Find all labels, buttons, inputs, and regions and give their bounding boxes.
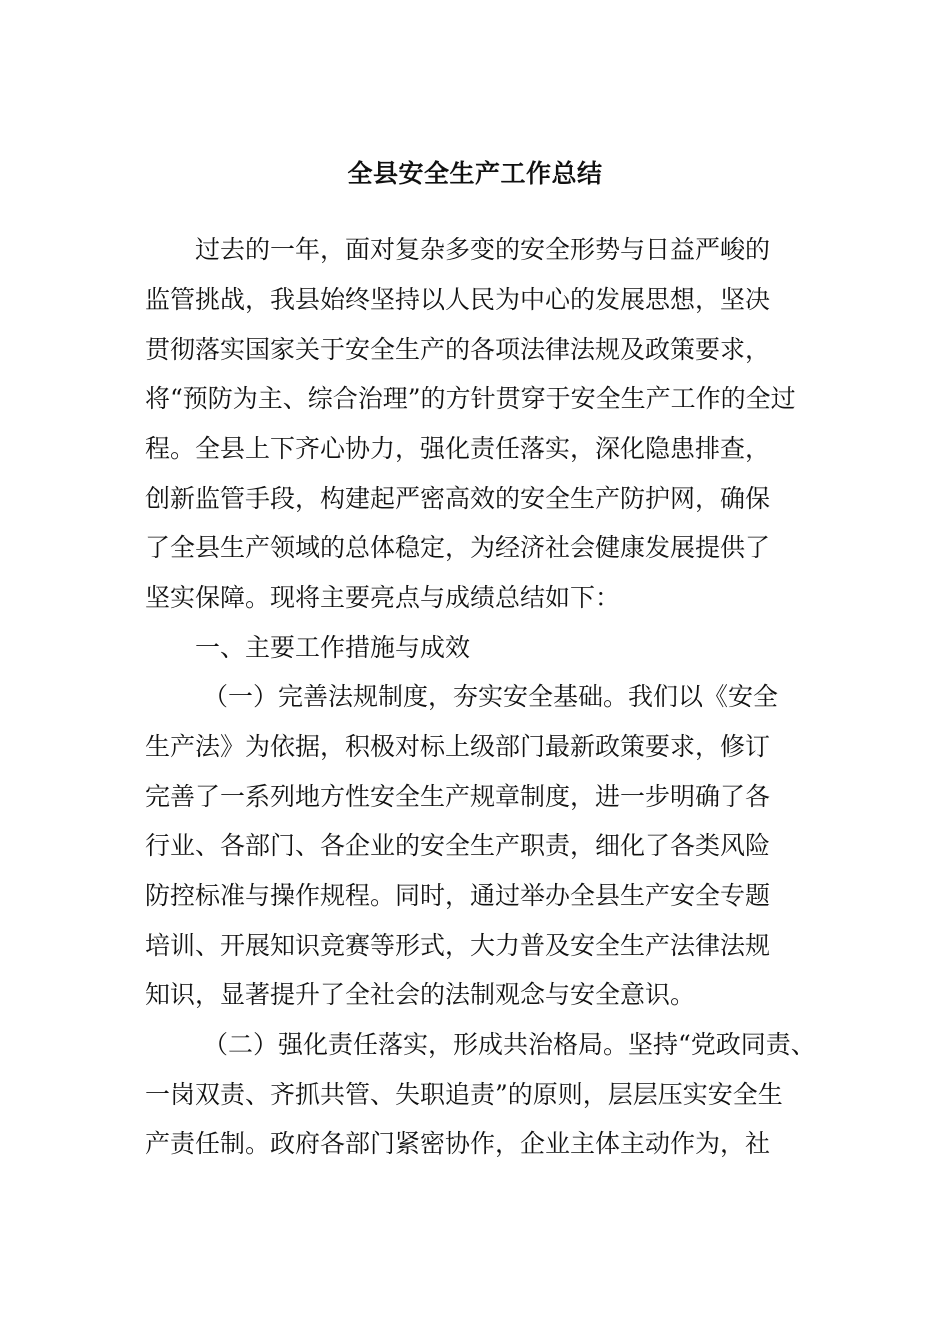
- paragraph-line: 防控标准与操作规程。同时，通过举办全县生产安全专题: [145, 881, 771, 910]
- paragraph-line: （二）强化责任落实，形成共治格局。坚持“党政同责、: [203, 1030, 816, 1059]
- paragraph-line: 监管挑战，我县始终坚持以人民为中心的发展思想，坚决: [145, 285, 771, 314]
- paragraph-line: 创新监管手段，构建起严密高效的安全生产防护网，确保: [145, 484, 771, 513]
- paragraph-line: 培训、开展知识竞赛等形式，大力普及安全生产法律法规: [145, 931, 771, 960]
- paragraph-line: 将“预防为主、综合治理”的方针贯穿于安全生产工作的全过: [145, 384, 796, 413]
- paragraph-line: 完善了一系列地方性安全生产规章制度，进一步明确了各: [145, 782, 771, 811]
- paragraph-line: 行业、各部门、各企业的安全生产职责，细化了各类风险: [145, 831, 771, 860]
- paragraph-line: 贯彻落实国家关于安全生产的各项法律法规及政策要求，: [145, 335, 771, 364]
- section-heading: 一、主要工作措施与成效: [195, 633, 471, 662]
- document-title: 全县安全生产工作总结: [347, 159, 603, 188]
- paragraph-line: 坚实保障。现将主要亮点与成绩总结如下：: [145, 583, 621, 612]
- paragraph-line: 一岗双责、齐抓共管、失职追责”的原则，层层压实安全生: [145, 1080, 783, 1109]
- paragraph-line: 程。全县上下齐心协力，强化责任落实，深化隐患排查，: [145, 434, 771, 463]
- paragraph-line: 生产法》为依据，积极对标上级部门最新政策要求，修订: [145, 732, 771, 761]
- paragraph-line: 过去的一年，面对复杂多变的安全形势与日益严峻的: [195, 235, 771, 264]
- paragraph-line: （一）完善法规制度，夯实安全基础。我们以《安全: [203, 682, 779, 711]
- paragraph-line: 产责任制。政府各部门紧密协作，企业主体主动作为，社: [145, 1129, 771, 1158]
- paragraph-line: 了全县生产领域的总体稳定，为经济社会健康发展提供了: [145, 533, 771, 562]
- paragraph-line: 知识，显著提升了全社会的法制观念与安全意识。: [145, 980, 696, 1009]
